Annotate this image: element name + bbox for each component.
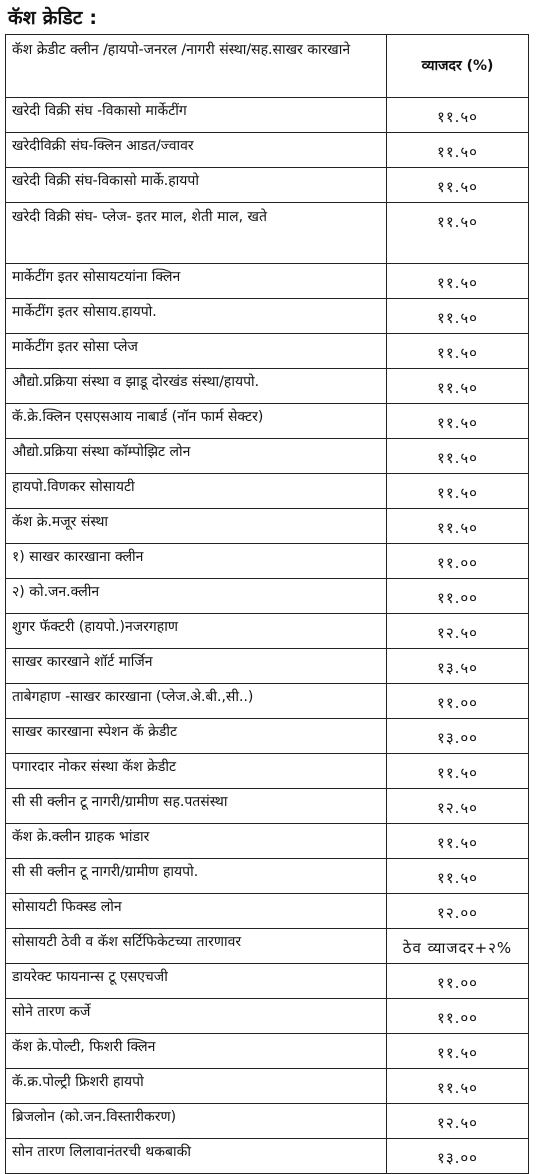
row-rate: ११.५०	[387, 264, 529, 299]
row-rate: ११.५०	[387, 369, 529, 404]
table-row	[6, 168, 529, 203]
row-rate: ११.५०	[387, 133, 529, 168]
row-label: १) साखर कारखाना क्लीन	[6, 544, 387, 579]
row-rate: ११.५०	[387, 203, 529, 264]
table-row	[6, 544, 529, 579]
row-label: मार्केटींग इतर सोसा प्लेज	[6, 334, 387, 369]
row-label: कॅश क्रे.पोल्टी, फिशरी क्लिन	[6, 1034, 387, 1069]
table-row	[6, 98, 529, 133]
table-row	[6, 439, 529, 474]
table-row	[6, 1069, 529, 1104]
row-rate: १३.००	[387, 1139, 529, 1174]
row-label: कॅश क्रे.मजूर संस्था	[6, 509, 387, 544]
page-title: कॅश क्रेडिट :	[8, 7, 98, 29]
row-label: कॅश क्रे.क्लीन ग्राहक भांडार	[6, 824, 387, 859]
table-row	[6, 824, 529, 859]
row-label: औद्यो.प्रक्रिया संस्था व झाडू दोरखंड संस्था/हायपो.	[6, 369, 387, 404]
row-label: औद्यो.प्रक्रिया संस्था कॉम्पोझिट लोन	[6, 439, 387, 474]
row-label: पगारदार नोकर संस्था कॅश क्रेडीट	[6, 754, 387, 789]
table-row	[6, 719, 529, 754]
row-label: सी सी क्लीन टू नागरी/ग्रामीण सह.पतसंस्था	[6, 789, 387, 824]
table-row	[6, 579, 529, 614]
row-label: सोने तारण कर्जे	[6, 999, 387, 1034]
table-row	[6, 474, 529, 509]
row-label: सोसायटी फिक्स्ड लोन	[6, 894, 387, 929]
row-label: साखर कारखाने शॉर्ट मार्जिन	[6, 649, 387, 684]
table-row	[6, 614, 529, 649]
row-rate: १३.००	[387, 719, 529, 754]
header-description: कॅश क्रेडीट क्लीन /हायपो-जनरल /नागरी संस्था/सह.साखर कारखाने	[6, 35, 387, 98]
row-label: खरेदी विक्री संघ -विकासो मार्केटींग	[6, 98, 387, 133]
table-row	[6, 964, 529, 999]
row-rate: ११.५०	[387, 754, 529, 789]
row-label: डायरेक्ट फायनान्स टू एसएचजी	[6, 964, 387, 999]
header-rate: व्याजदर (%)	[387, 35, 529, 98]
table-row	[6, 404, 529, 439]
row-label: सोसायटी ठेवी व कॅश सर्टिफिकेटच्या तारणावर	[6, 929, 387, 964]
table-row	[6, 754, 529, 789]
table-row	[6, 1034, 529, 1069]
row-label: सोन तारण लिलावानंतरची थकबाकी	[6, 1139, 387, 1174]
row-rate: ठेव व्याजदर+२%	[387, 929, 529, 964]
table-row	[6, 789, 529, 824]
row-rate: १२.५०	[387, 1104, 529, 1139]
row-rate: ११.००	[387, 999, 529, 1034]
row-rate: ११.५०	[387, 1034, 529, 1069]
row-label: कॅ.क्र.पोल्ट्री फ्रिशरी हायपो	[6, 1069, 387, 1104]
table-row	[6, 133, 529, 168]
table-row	[6, 999, 529, 1034]
row-rate: ११.००	[387, 684, 529, 719]
row-rate: ११.५०	[387, 824, 529, 859]
row-rate: ११.००	[387, 544, 529, 579]
interest-rate-table	[5, 34, 529, 1174]
row-rate: ११.५०	[387, 168, 529, 203]
table-row	[6, 929, 529, 964]
row-rate: ११.५०	[387, 509, 529, 544]
row-rate: ११.००	[387, 579, 529, 614]
row-label: सी सी क्लीन टू नागरी/ग्रामीण हायपो.	[6, 859, 387, 894]
table-row	[6, 203, 529, 264]
table-row	[6, 334, 529, 369]
row-label: हायपो.विणकर सोसायटी	[6, 474, 387, 509]
row-rate: ११.५०	[387, 474, 529, 509]
table-row	[6, 859, 529, 894]
row-rate: ११.५०	[387, 1069, 529, 1104]
table-row	[6, 1104, 529, 1139]
table-row	[6, 509, 529, 544]
row-label: खरेदी विक्री संघ- प्लेज- इतर माल, शेती माल, खते	[6, 203, 387, 264]
row-label: २) को.जन.क्लीन	[6, 579, 387, 614]
row-rate: ११.५०	[387, 334, 529, 369]
row-label: मार्केटींग इतर सोसाय.हायपो.	[6, 299, 387, 334]
row-label: खरेदीविक्री संघ-क्लिन आडत/ज्वावर	[6, 133, 387, 168]
row-label: ताबेगहाण -साखर कारखाना (प्लेज.अे.बी.,सी..)	[6, 684, 387, 719]
row-rate: १२.५०	[387, 789, 529, 824]
table-row	[6, 894, 529, 929]
table-row	[6, 264, 529, 299]
row-label: शुगर फॅक्टरी (हायपो.)नजरगहाण	[6, 614, 387, 649]
table-row	[6, 649, 529, 684]
row-label: मार्केटींग इतर सोसायटयांना क्लिन	[6, 264, 387, 299]
table-row	[6, 369, 529, 404]
row-label: कॅ.क्रे.क्लिन एसएसआय नाबार्ड (नॉन फार्म सेक्टर)	[6, 404, 387, 439]
table-header-row	[6, 35, 529, 98]
row-rate: १३.५०	[387, 649, 529, 684]
row-label: खरेदी विक्री संघ-विकासो मार्के.हायपो	[6, 168, 387, 203]
row-label: ब्रिजलोन (को.जन.विस्तारीकरण)	[6, 1104, 387, 1139]
row-rate: ११.५०	[387, 404, 529, 439]
row-rate: ११.५०	[387, 299, 529, 334]
row-rate: ११.००	[387, 964, 529, 999]
table-row	[6, 1139, 529, 1174]
row-rate: १२.००	[387, 894, 529, 929]
row-rate: १२.५०	[387, 614, 529, 649]
row-label: साखर कारखाना स्पेशन कॅ क्रेडीट	[6, 719, 387, 754]
table-row	[6, 299, 529, 334]
table-row	[6, 684, 529, 719]
row-rate: ११.५०	[387, 859, 529, 894]
row-rate: ११.५०	[387, 98, 529, 133]
row-rate: ११.५०	[387, 439, 529, 474]
